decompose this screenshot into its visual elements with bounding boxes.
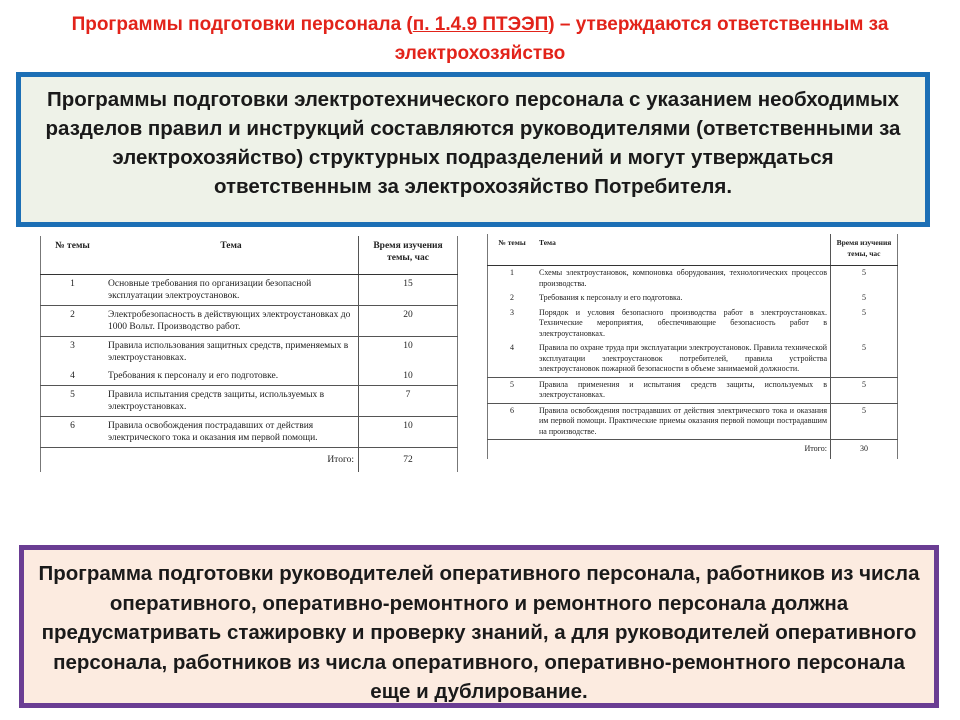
topic-hours: 5	[831, 291, 898, 306]
topic-text: Правила применения и испытания средств защиты, используемых в электроустановках.	[536, 377, 831, 403]
topic-text: Требования к персоналу и его подготовка.	[539, 293, 683, 302]
topic-text: Правила освобождения пострадавших от действия электрического тока и оказания им первой помощи.	[104, 417, 359, 448]
table-header-row	[488, 234, 898, 266]
header-hours: Время изучения темы, час	[831, 234, 898, 266]
topic-hours: 15	[359, 275, 458, 306]
table-row	[41, 337, 458, 368]
slide-title	[40, 10, 920, 68]
header-topic-number: № темы	[488, 234, 537, 266]
title-reference-link[interactable]: п. 1.4.9 ПТЭЭП	[412, 14, 549, 35]
table-row	[41, 275, 458, 306]
header-hours: Время изучения темы, час	[359, 236, 458, 275]
table-row	[41, 306, 458, 337]
total-hours: 72	[359, 448, 458, 473]
table-header-row	[41, 236, 458, 275]
topic-number: 4	[70, 371, 75, 381]
topic-number: 5	[41, 386, 105, 417]
topic-hours: 10	[359, 367, 458, 386]
topic-text: Основные требования по организации безопасной эксплуатации электроустановок.	[104, 275, 359, 306]
right-program-table	[487, 234, 898, 459]
header-topic: Тема	[536, 234, 831, 266]
topic-hours: 5	[831, 341, 898, 377]
left-program-table	[40, 236, 458, 472]
table-row	[488, 341, 898, 377]
header-topic: Тема	[104, 236, 359, 275]
total-label: Итого:	[104, 448, 359, 473]
table-row	[41, 417, 458, 448]
title-suffix: ) – утверждаются ответственным за электрохозяйство	[394, 14, 889, 64]
topic-hours: 5	[831, 377, 898, 403]
table-total-row	[41, 448, 458, 473]
topic-hours: 5	[831, 403, 898, 440]
topic-text: Правила использования защитных средств, применяемых в электроустановках.	[104, 337, 359, 368]
topic-text: Правила по охране труда при эксплуатации электроустановок. Правила технической эксплуатации электроустановок потребителей, правила устройства электроустановок пожарной безопасности в объеме занимаемой должности.	[539, 343, 827, 373]
topic-hours: 7	[359, 386, 458, 417]
total-spacer	[488, 440, 537, 459]
table-row	[41, 386, 458, 417]
table-row	[488, 377, 898, 403]
topic-text: Схемы электроустановок, компоновка оборудования, технологических процессов производства.	[536, 266, 831, 292]
topic-hours: 10	[359, 337, 458, 368]
table-row	[488, 266, 898, 292]
top-info-box	[16, 72, 930, 227]
header-topic-number: № темы	[41, 236, 105, 275]
topic-text: Правила испытания средств защиты, используемых в электроустановках.	[104, 386, 359, 417]
topic-number: 2	[41, 306, 105, 337]
topic-text: Электробезопасность в действующих электроустановках до 1000 Вольт. Производство работ.	[104, 306, 359, 337]
topic-number: 6	[488, 403, 537, 440]
table-row	[488, 306, 898, 342]
topic-hours: 10	[359, 417, 458, 448]
total-hours: 30	[831, 440, 898, 459]
topic-text: Правила освобождения пострадавших от действия электрического тока и оказания им первой помощи. Практические приемы оказания первой помощи пострадавшим на производстве.	[536, 403, 831, 440]
table-total-row	[488, 440, 898, 459]
table-row	[488, 291, 898, 306]
topic-number: 1	[41, 275, 105, 306]
topic-number: 3	[510, 307, 514, 317]
topic-number: 5	[488, 377, 537, 403]
total-spacer	[41, 448, 105, 473]
topic-text: Порядок и условия безопасного производства работ в электроустановках. Технические мероприятия, обеспечивающие безопасность работ в электроустановках.	[539, 307, 827, 338]
table-row	[41, 367, 458, 386]
title-prefix: Программы подготовки персонала (	[71, 14, 413, 35]
topic-text: Требования к персоналу и его подготовке.	[108, 371, 279, 381]
bottom-info-box	[19, 545, 939, 708]
topic-number: 3	[41, 337, 105, 368]
bottom-info-text: Программа подготовки руководителей оперативного персонала, работников из числа оперативного, оперативно-ремонтного и ремонтного персонала должна предусматривать стажировку и проверку знаний, а для руководителей оперативного персонала, работников из числа оперативного, оперативно-ремонтного персонала еще и дублирование.	[38, 562, 920, 703]
topic-number: 2	[510, 293, 514, 302]
topic-hours: 5	[831, 266, 898, 292]
total-label: Итого:	[536, 440, 831, 459]
topic-hours: 5	[831, 306, 898, 342]
top-info-text: Программы подготовки электротехнического персонала с указанием необходимых разделов правил и инструкций составляются руководителями (ответственными за электрохозяйство) структурных подразделений и могут утверждаться ответственным за электрохозяйство Потребителя.	[45, 88, 901, 198]
topic-number: 4	[510, 343, 514, 352]
topic-number: 1	[488, 266, 537, 292]
topic-number: 6	[41, 417, 105, 448]
table-row	[488, 403, 898, 440]
topic-hours: 20	[359, 306, 458, 337]
